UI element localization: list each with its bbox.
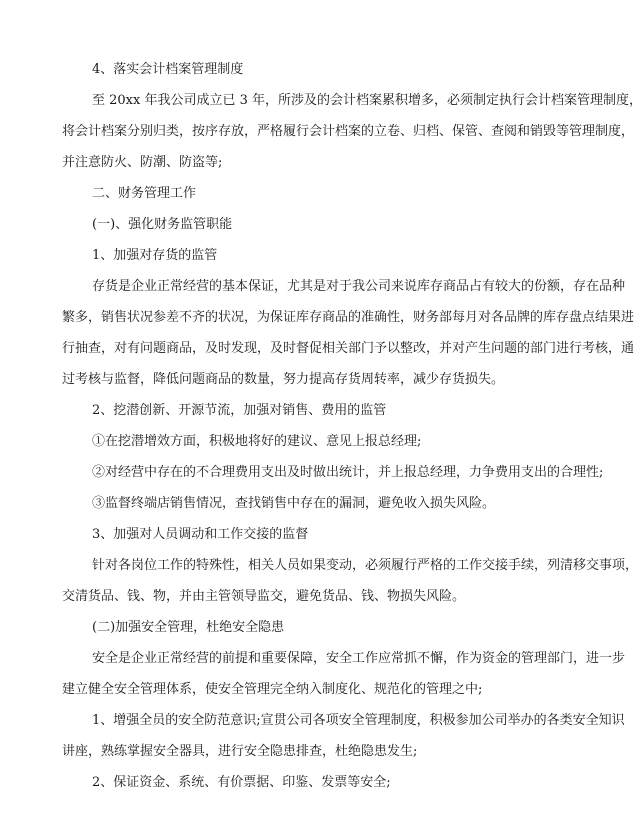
heading-strengthen-supervision: (一)、强化财务监管职能 bbox=[92, 217, 233, 232]
heading-personnel-transfer: 3、加强对人员调动和工作交接的监督 bbox=[92, 527, 309, 542]
list-item: 1、增强全员的安全防范意识;宣贯公司各项安全管理制度，积极参加公司举办的各类安全知识 bbox=[92, 713, 625, 728]
heading-sales-expense-supervision: 2、挖潜创新、开源节流，加强对销售、费用的监管 bbox=[92, 403, 387, 418]
paragraph-line: 至 20xx 年我公司成立已 3 年，所涉及的会计档案累积增多，必须制定执行会计档案管理制度， bbox=[92, 93, 642, 108]
heading-archive-management: 4、落实会计档案管理制度 bbox=[92, 62, 244, 77]
paragraph-line: 交清货品、钱、物，并由主管领导监交，避免货品、钱、物损失风险。 bbox=[62, 589, 466, 604]
paragraph-line: 安全是企业正常经营的前提和重要保障，安全工作应常抓不懈，作为资金的管理部门，进一步 bbox=[92, 651, 626, 666]
paragraph-line: 存货是企业正常经营的基本保证，尤其是对于我公司来说库存商品占有较大的份额，存在品种 bbox=[92, 279, 626, 294]
paragraph-line: 针对各岗位工作的特殊性，相关人员如果变动，必须履行严格的工作交接手续，列清移交事项， bbox=[92, 558, 639, 573]
list-item: 2、保证资金、系统、有价票据、印鉴、发票等安全; bbox=[92, 775, 391, 790]
list-item: ①在挖潜增效方面，积极地将好的建议、意见上报总经理; bbox=[92, 434, 422, 449]
paragraph-line: 繁多，销售状况参差不齐的状况，为保证库存商品的准确性，财务部每月对各品牌的库存盘点结果进 bbox=[62, 310, 635, 325]
list-item: ③监督终端店销售情况，查找销售中存在的漏洞，避免收入损失风险。 bbox=[92, 496, 496, 511]
heading-safety-management: (二)加强安全管理，杜绝安全隐患 bbox=[92, 620, 285, 635]
paragraph-line: 过考核与监督，降低问题商品的数量，努力提高存货周转率，减少存货损失。 bbox=[62, 372, 505, 387]
paragraph-line: 将会计档案分别归类，按序存放，严格履行会计档案的立卷、归档、保管、查阅和销毁等管理制度， bbox=[62, 124, 635, 139]
paragraph-line: 行抽查，对有问题商品，及时发现，及时督促相关部门予以整改，并对产生问题的部门进行考核，通 bbox=[62, 341, 635, 356]
paragraph-line: 建立健全安全管理体系，使安全管理完全纳入制度化、规范化的管理之中; bbox=[62, 682, 483, 697]
heading-inventory-supervision: 1、加强对存货的监管 bbox=[92, 248, 218, 263]
paragraph-line: 讲座，熟练掌握安全器具，进行安全隐患排查，杜绝隐患发生; bbox=[62, 744, 418, 759]
heading-financial-management: 二、财务管理工作 bbox=[92, 186, 197, 201]
paragraph-line: 并注意防火、防潮、防盗等; bbox=[62, 155, 223, 170]
list-item: ②对经营中存在的不合理费用支出及时做出统计，并上报总经理，力争费用支出的合理性; bbox=[92, 465, 604, 480]
